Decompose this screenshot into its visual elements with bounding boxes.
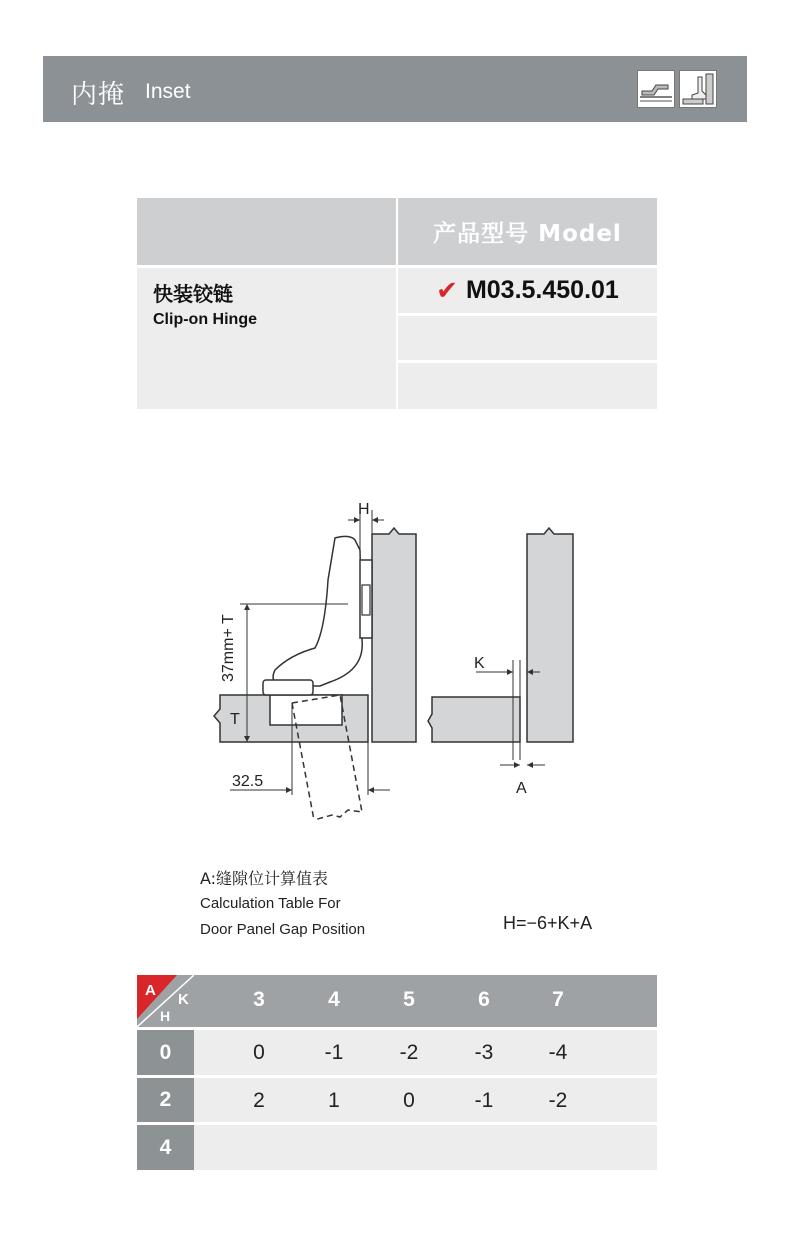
door-panel-right	[428, 697, 520, 742]
k-value-header: 6	[478, 988, 490, 1011]
table-cell: 0	[253, 1041, 265, 1064]
header-bar	[43, 56, 747, 122]
cabinet-side-panel-right	[527, 528, 573, 742]
table-row	[194, 1125, 657, 1170]
calc-title-en-1: Calculation Table For	[200, 895, 341, 912]
table-cell: -3	[474, 1041, 494, 1064]
overlay-type-icon	[637, 70, 675, 108]
arrow-head	[527, 762, 533, 768]
arrow-head	[286, 787, 292, 793]
page-title-en: Inset	[145, 80, 191, 103]
label-37mm-t: 37mm+ T	[220, 614, 237, 682]
table-cell: 1	[328, 1089, 340, 1112]
corner-label-k: K	[178, 991, 189, 1008]
gap-table	[137, 975, 657, 1170]
k-value-header: 5	[403, 988, 415, 1011]
mounting-screw	[362, 585, 370, 615]
k-value-header: 3	[253, 988, 265, 1011]
hinge-arm	[273, 536, 362, 686]
table-cell: -4	[548, 1041, 568, 1064]
table-corner	[137, 975, 194, 1027]
check-icon: ✔	[436, 275, 458, 305]
a-value-label: 2	[137, 1078, 194, 1122]
label-a: A	[516, 780, 527, 797]
arrow-head	[372, 517, 378, 523]
arrow-head	[514, 762, 520, 768]
table-cell: -2	[399, 1041, 419, 1064]
label-h: H	[358, 501, 370, 518]
gap-formula: H=−6+K+A	[503, 913, 593, 933]
arrow-head	[244, 604, 250, 610]
hinge-base	[263, 680, 313, 695]
table-cell: -1	[474, 1089, 494, 1112]
k-value-header: 4	[328, 988, 340, 1011]
table-cell: -2	[548, 1089, 568, 1112]
a-value-label: 4	[137, 1125, 194, 1170]
table-cell: 2	[253, 1089, 265, 1112]
label-t: T	[230, 711, 240, 728]
model-table	[137, 198, 657, 409]
inset-type-icon	[679, 70, 717, 108]
calc-title-zh: A:缝隙位计算值表	[200, 869, 329, 888]
table-cell: -1	[324, 1041, 344, 1064]
corner-label-h: H	[160, 1008, 171, 1024]
model-table-header: 产品型号 Model	[398, 198, 657, 265]
k-value-header: 7	[552, 988, 564, 1011]
model-row-2	[398, 316, 657, 360]
calc-title-en-2: Door Panel Gap Position	[200, 921, 366, 938]
model-number: M03.5.450.01	[465, 276, 619, 304]
model-row-3	[398, 363, 657, 409]
product-name-zh: 快装铰链	[153, 282, 233, 306]
product-name-en: Clip-on Hinge	[153, 311, 257, 328]
model-row-1	[398, 268, 657, 313]
table-header-row	[194, 975, 657, 1027]
table-row	[194, 1030, 657, 1075]
a-value-label: 0	[137, 1030, 194, 1075]
table-row	[194, 1078, 657, 1122]
hinge-cup	[270, 695, 342, 725]
model-table-header-blank	[137, 198, 396, 265]
corner-label-a: A	[145, 982, 156, 999]
table-cell: 0	[403, 1089, 415, 1112]
cabinet-side-panel	[372, 528, 416, 742]
label-k: K	[474, 655, 485, 672]
label-32-5: 32.5	[232, 773, 264, 790]
product-name-cell	[137, 268, 396, 409]
arrow-head	[368, 787, 374, 793]
hinge-installation-drawing	[200, 490, 600, 830]
page-title-zh: 内掩	[71, 80, 126, 110]
arrow-head	[507, 669, 513, 675]
